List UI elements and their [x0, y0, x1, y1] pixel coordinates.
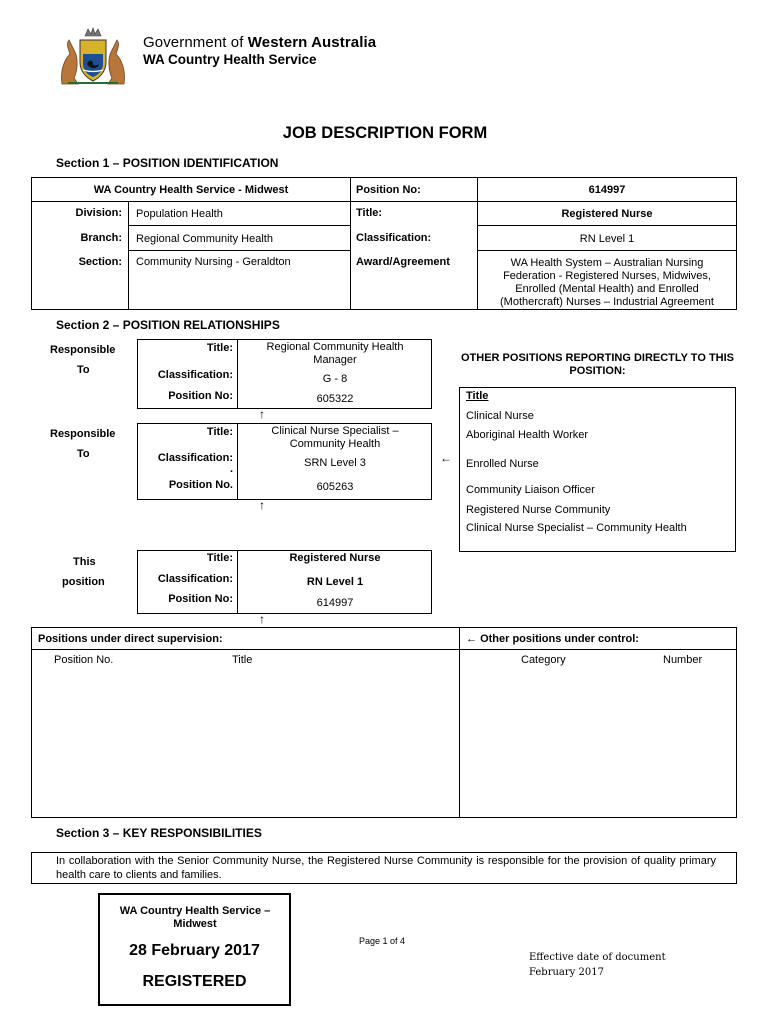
division-label: Division: [75, 207, 122, 219]
registration-stamp [98, 893, 291, 1006]
government-name: Government of Western Australia [143, 34, 377, 51]
title-value: Registered Nurse [561, 208, 653, 220]
wa-coat-of-arms-logo [56, 26, 130, 86]
arrow-left-icon: ← [440, 451, 452, 465]
title-label: Title: [206, 342, 233, 354]
other-positions-heading: OTHER POSITIONS REPORTING DIRECTLY TO THIS POSITION: [461, 352, 734, 377]
other-control-label: ← Other positions under control: [466, 633, 639, 645]
this-position-no: 614997 [316, 597, 354, 609]
branch-value: Regional Community Health [136, 233, 273, 245]
arrow-up-icon: ↑ [259, 498, 265, 512]
organisation-name: WA Country Health Service - Midwest [93, 184, 289, 196]
stamp-date: 28 February 2017 [129, 942, 260, 959]
reports-to-manager-box [137, 339, 432, 409]
col-category: Category [521, 654, 566, 666]
to-label-2: To [77, 448, 90, 460]
cns-classification: SRN Level 3 [304, 457, 366, 469]
award-label: Award/Agreement [356, 256, 450, 268]
title-label: Title: [356, 207, 383, 219]
manager-title: Regional Community Health Manager [266, 341, 404, 366]
col-position-no: Position No. [54, 654, 114, 666]
section3-heading: Section 3 – KEY RESPONSIBILITIES [56, 826, 262, 840]
branch-label: Branch: [80, 232, 122, 244]
list-item: Enrolled Nurse [466, 458, 539, 470]
award-value: WA Health System – Australian Nursing Federation - Registered Nurses, Midwives, Enrolled (Mental Health) and Enrolled (Mothercraft) Nurses – Industrial Agreement [500, 257, 714, 308]
effective-date-label: Effective date of document [529, 952, 666, 963]
effective-date-value: February 2017 [529, 967, 604, 978]
manager-classification: G - 8 [322, 373, 348, 385]
section1-heading: Section 1 – POSITION IDENTIFICATION [56, 156, 279, 170]
manager-position-no: 605322 [316, 393, 354, 405]
list-item: Registered Nurse Community [466, 504, 611, 516]
list-item: Clinical Nurse [466, 410, 534, 422]
direct-supervision-label: Positions under direct supervision: [38, 633, 223, 645]
classification-label: Classification: [356, 232, 432, 244]
this-title: Registered Nurse [289, 552, 381, 564]
position-no-label: Position No: [168, 593, 233, 605]
list-item: Clinical Nurse Specialist – Community Health [466, 522, 687, 534]
health-service-name: WA Country Health Service [143, 52, 317, 67]
responsible-label-1: Responsible [50, 344, 116, 356]
col-number: Number [663, 654, 703, 666]
page-number: Page 1 of 4 [359, 936, 406, 946]
this-classification: RN Level 1 [306, 576, 364, 588]
classification-label: Classification: [157, 573, 233, 585]
document-title: JOB DESCRIPTION FORM [282, 124, 488, 142]
position-no-label: Position No. [168, 479, 233, 491]
list-item: Community Liaison Officer [466, 484, 595, 496]
position-no-label: Position No: [356, 184, 421, 196]
section-value: Community Nursing - Geraldton [136, 256, 291, 268]
arrow-up-icon: ↑ [259, 407, 265, 421]
col-title: Title [232, 654, 253, 666]
section2-heading: Section 2 – POSITION RELATIONSHIPS [56, 318, 280, 332]
position-identification-table [31, 177, 737, 310]
stamp-org: WA Country Health Service – Midwest [119, 905, 271, 930]
this-position-box [137, 550, 432, 614]
division-value: Population Health [136, 208, 223, 220]
position-label: position [62, 576, 105, 588]
cns-title: Clinical Nurse Specialist – Community Health [271, 425, 399, 450]
title-label: Title: [206, 426, 233, 438]
stamp-status: REGISTERED [142, 973, 247, 990]
title-label: Title: [206, 552, 233, 564]
position-no-label: Position No: [168, 390, 233, 402]
key-responsibilities-text: In collaboration with the Senior Community Nurse, the Registered Nurse Community is responsible for the provision of quality primary health care to clients and families. [56, 855, 716, 881]
arrow-left-icon: ← [466, 633, 481, 645]
cns-position-no: 605263 [316, 481, 354, 493]
section-label: Section: [78, 256, 122, 268]
classification-label: Classification: [157, 369, 233, 381]
arrow-up-icon: ↑ [259, 612, 265, 626]
other-title-label: Title [466, 390, 489, 402]
position-no-value: 614997 [588, 184, 626, 196]
reports-to-cns-box [137, 423, 432, 500]
list-item: Aboriginal Health Worker [466, 429, 589, 441]
to-label-1: To [77, 364, 90, 376]
responsible-label-2: Responsible [50, 428, 116, 440]
this-label: This [73, 556, 96, 568]
classification-label: Classification: . [157, 452, 233, 475]
supervision-table [31, 627, 737, 818]
classification-value: RN Level 1 [579, 233, 635, 245]
